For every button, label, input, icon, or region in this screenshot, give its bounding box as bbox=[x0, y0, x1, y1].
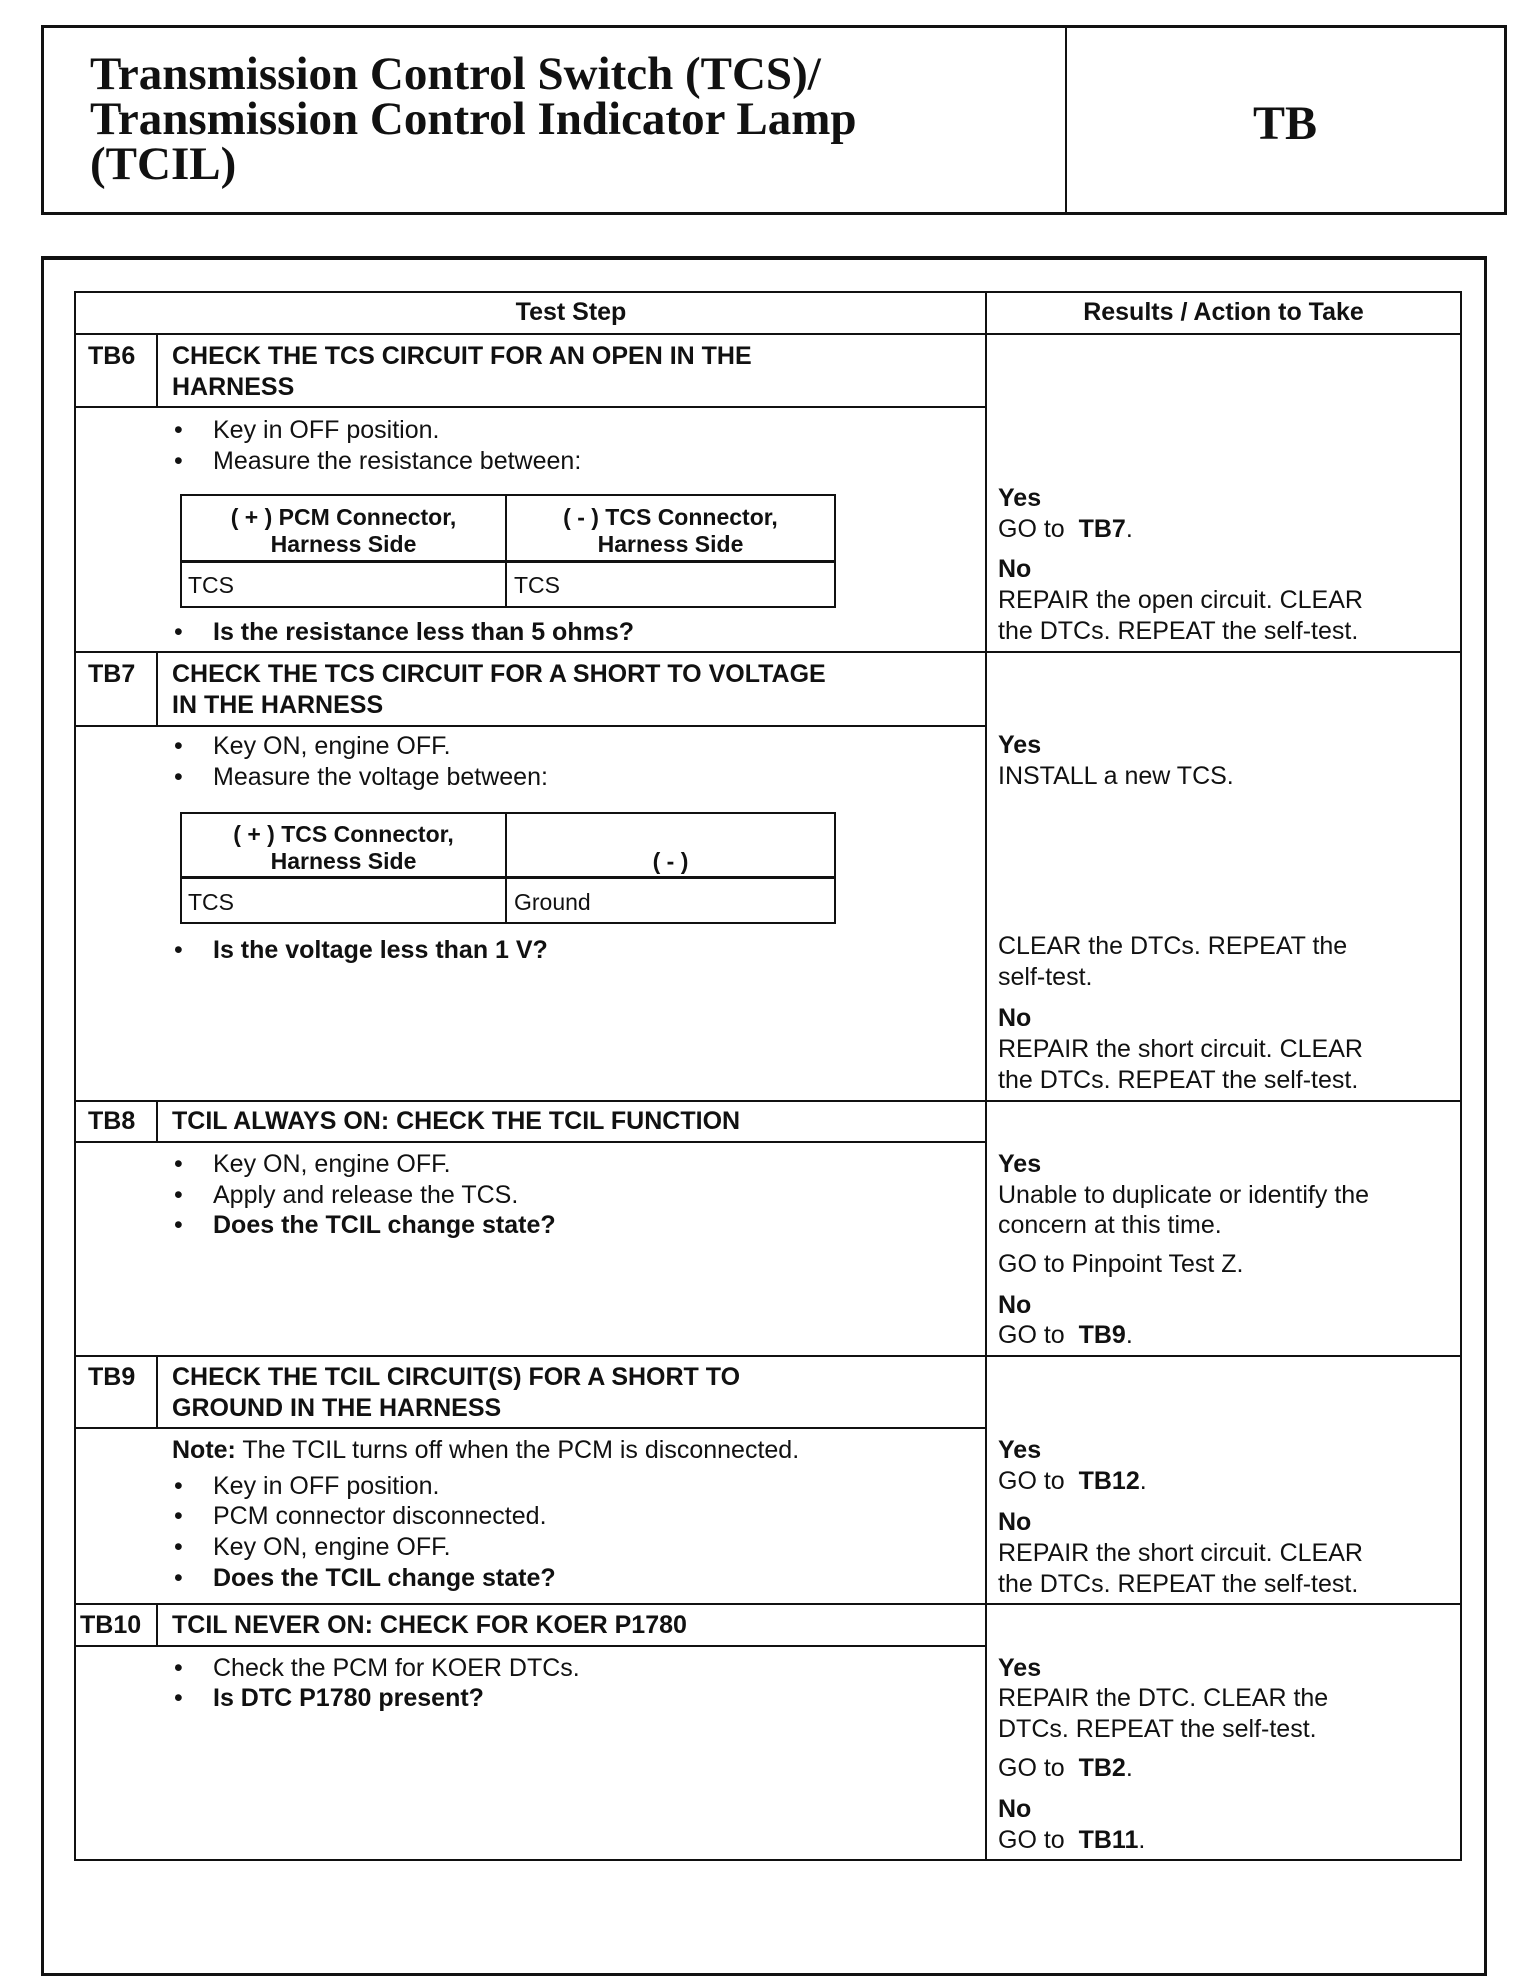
question: Does the TCIL change state? bbox=[213, 1211, 556, 1239]
question: Is the voltage less than 1 V? bbox=[213, 936, 548, 964]
bullet: Apply and release the TCS. bbox=[213, 1181, 519, 1209]
result-no: No bbox=[998, 1004, 1032, 1032]
step-title: CHECK THE TCS CIRCUIT FOR A SHORT TO VOLTAGE bbox=[172, 660, 826, 688]
step-title: CHECK THE TCIL CIRCUIT(S) FOR A SHORT TO bbox=[172, 1363, 741, 1391]
result-yes-action: GO to TB7. bbox=[998, 515, 1133, 543]
bullet: Key ON, engine OFF. bbox=[213, 1533, 451, 1561]
step-id: TB8 bbox=[88, 1107, 136, 1135]
question: Is the resistance less than 5 ohms? bbox=[213, 618, 634, 646]
step-id: TB9 bbox=[88, 1363, 136, 1391]
bullet: Measure the voltage between: bbox=[213, 763, 548, 791]
bullet: PCM connector disconnected. bbox=[213, 1502, 547, 1530]
result-yes: Yes bbox=[998, 484, 1042, 512]
title-line: Transmission Control Switch (TCS)/ bbox=[90, 48, 821, 100]
bullet: Measure the resistance between: bbox=[213, 447, 582, 475]
result-yes: Yes bbox=[998, 1436, 1042, 1464]
result-yes: Yes bbox=[998, 1654, 1042, 1682]
note: Note: The TCIL turns off when the PCM is disconnected. bbox=[172, 1436, 800, 1464]
step-id: TB7 bbox=[88, 660, 136, 688]
result-no: No bbox=[998, 1508, 1032, 1536]
result-no: No bbox=[998, 555, 1032, 583]
column-header-results: Results / Action to Take bbox=[1083, 298, 1364, 326]
step-title: IN THE HARNESS bbox=[172, 691, 384, 719]
step-title: TCIL NEVER ON: CHECK FOR KOER P1780 bbox=[172, 1611, 687, 1639]
bullet: Key in OFF position. bbox=[213, 416, 440, 444]
result-no: No bbox=[998, 1291, 1032, 1319]
bullet: Key ON, engine OFF. bbox=[213, 732, 451, 760]
step-link[interactable]: TB7 bbox=[1078, 515, 1126, 543]
bullet: Check the PCM for KOER DTCs. bbox=[213, 1654, 580, 1682]
step-link[interactable]: TB9 bbox=[1078, 1321, 1126, 1349]
step-title: TCIL ALWAYS ON: CHECK THE TCIL FUNCTION bbox=[172, 1107, 741, 1135]
bullet: Key in OFF position. bbox=[213, 1472, 440, 1500]
step-title: CHECK THE TCS CIRCUIT FOR AN OPEN IN THE bbox=[172, 342, 752, 370]
result-yes: Yes bbox=[998, 1150, 1042, 1178]
question: Does the TCIL change state? bbox=[213, 1564, 556, 1592]
bullet: Key ON, engine OFF. bbox=[213, 1150, 451, 1178]
step-title: GROUND IN THE HARNESS bbox=[172, 1394, 502, 1422]
title-line: (TCIL) bbox=[90, 138, 237, 190]
step-link[interactable]: TB12 bbox=[1078, 1467, 1140, 1495]
title-line: Transmission Control Indicator Lamp bbox=[90, 93, 857, 145]
result-yes: Yes bbox=[998, 731, 1042, 759]
step-link[interactable]: TB11 bbox=[1078, 1826, 1139, 1854]
column-header-test-step: Test Step bbox=[515, 298, 627, 326]
step-link[interactable]: GO to Pinpoint Test Z. bbox=[998, 1250, 1244, 1278]
step-id: TB10 bbox=[80, 1611, 142, 1639]
step-link[interactable]: TB2 bbox=[1078, 1754, 1126, 1782]
question: Is DTC P1780 present? bbox=[213, 1684, 484, 1712]
section-code: TB bbox=[1252, 97, 1318, 150]
step-id: TB6 bbox=[88, 342, 136, 370]
step-title: HARNESS bbox=[172, 373, 295, 401]
page-title bbox=[90, 48, 857, 190]
result-no: No bbox=[998, 1795, 1032, 1823]
